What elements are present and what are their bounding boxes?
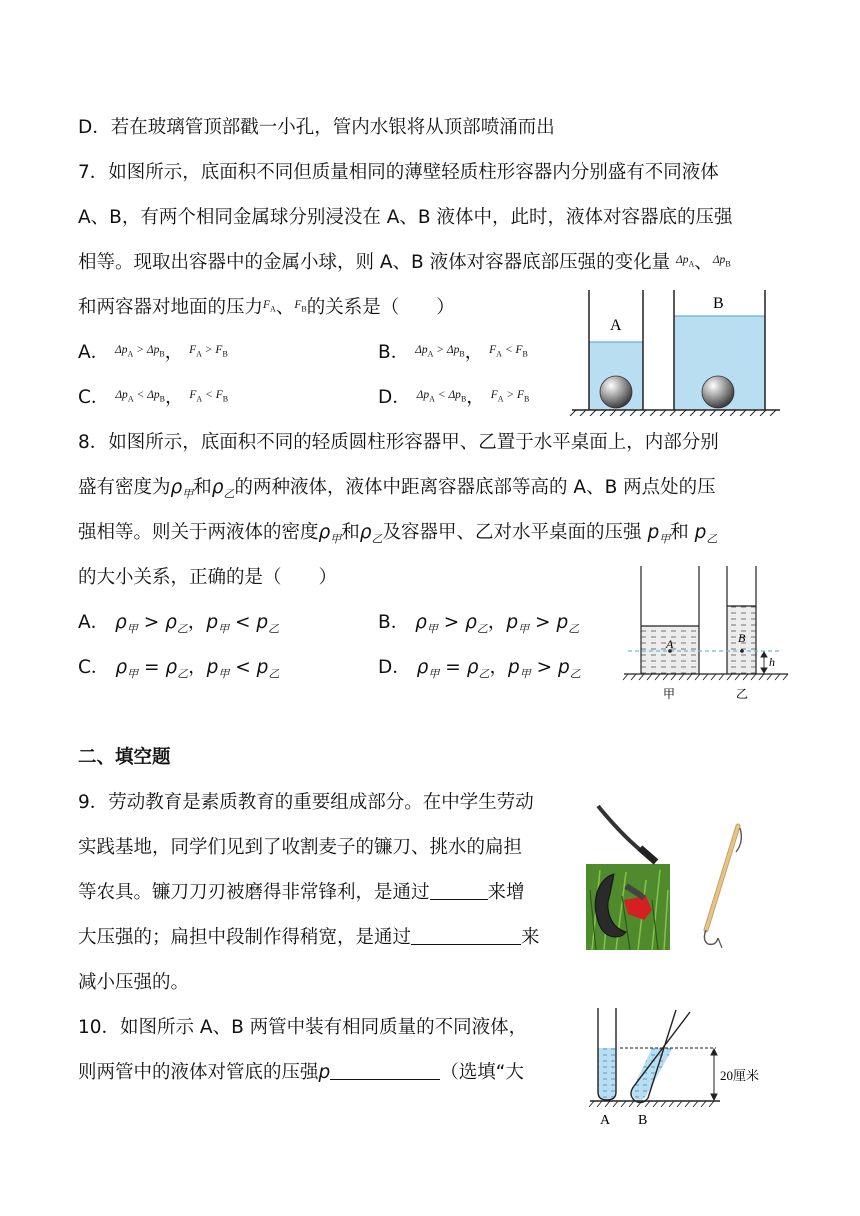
q8-text-1: 8．如图所示，底面积不同的轻质圆柱形容器甲、乙置于水平桌面上，内部分别 — [78, 432, 719, 453]
q7-option-d[interactable]: D． $^{\Delta p_A < \Delta p_B}$， $^{F_A > F_B}$ — [378, 387, 530, 408]
ball-a — [600, 376, 632, 408]
tube-b-label: B — [638, 1113, 648, 1128]
q8-option-a[interactable]: A． $\rho_甲 > \rho_乙$，$p_甲 < p_乙$ — [78, 612, 280, 636]
q8-text-3: 强相等。则关于两液体的密度$\rho_甲$和$\rho_乙$及容器甲、乙对水平桌面的压强 $p_甲$和 $p_乙$ — [78, 522, 718, 546]
q10-text-2: 则两管中的液体对管底的压强p （选填“大 — [78, 1058, 524, 1088]
q9-text-2: 实践基地，同学们见到了收割麦子的镰刀、挑水的扁担 — [78, 837, 523, 858]
q7-text-1: 7．如图所示，底面积不同但质量相同的薄壁轻质柱形容器内分别盛有不同液体 — [78, 162, 719, 183]
q8-option-c[interactable]: C． $\rho_甲 = \rho_乙$，$p_甲 < p_乙$ — [78, 657, 280, 681]
blank-3[interactable] — [330, 1059, 440, 1080]
h-label: h — [769, 655, 775, 669]
label-b: B — [713, 295, 724, 312]
q7-text-3: 相等。现取出容器中的金属小球，则 A、B 液体对容器底部压强的变化量 $^{\Delta p_A}$、$^{\Delta p_B}$ — [78, 252, 731, 273]
q9-text-3: 等农具。镰刀刀刃被磨得非常锋利，是通过 来增 — [78, 878, 525, 908]
q8-option-d[interactable]: D． $\rho_甲 = \rho_乙$，$p_甲 > p_乙$ — [378, 657, 581, 681]
blank-1[interactable] — [430, 879, 488, 900]
q9-text-5: 减小压强的。 — [78, 972, 190, 993]
blank-2[interactable] — [411, 924, 521, 945]
prev-option-d: D．若在玻璃管顶部戳一小孔，管内水银将从顶部喷涌而出 — [78, 117, 555, 138]
q7-option-a[interactable]: A． $^{\Delta p_A > \Delta p_B}$， $^{F_A > F_B}$ — [78, 342, 228, 363]
q8-figure — [620, 562, 792, 702]
ball-b — [702, 376, 734, 408]
caption-jia: 甲 — [663, 687, 676, 701]
liquid-tube-b — [632, 1048, 673, 1101]
caption-yi: 乙 — [736, 687, 749, 701]
q10-text-1: 10．如图所示 A、B 两管中装有相同质量的不同液体， — [78, 1017, 528, 1038]
tube-a-label: A — [600, 1113, 611, 1128]
point-a-label: A — [666, 637, 674, 651]
q8-text-2: 盛有密度为$\rho_甲$和$\rho_乙$的两种液体，液体中距离容器底部等高的 A、B 两点处的压 — [78, 477, 716, 501]
q7-text-4: 和两容器对地面的压力$^{F_A}$、$^{F_B}$的关系是（ ） — [78, 297, 455, 318]
height-label: 20厘米 — [720, 1068, 760, 1083]
q8-text-4: 的大小关系，正确的是（ ） — [78, 567, 338, 588]
q9-text-4: 大压强的；扁担中段制作得稍宽，是通过 来 — [78, 923, 540, 953]
q7-figure — [568, 286, 784, 416]
q7-option-c[interactable]: C． $^{\Delta p_A < \Delta p_B}$， $^{F_A < F_B}$ — [78, 387, 229, 408]
liquid-tube-a — [598, 1048, 616, 1100]
dpA-symbol: ΔpA — [676, 254, 695, 269]
FA-symbol: FA — [263, 299, 276, 314]
point-b-label: B — [738, 631, 746, 645]
shoulder-pole-icon — [696, 822, 746, 950]
q10-figure — [586, 1004, 796, 1128]
q9-text-1: 9．劳动教育是素质教育的重要组成部分。在中学生劳动 — [78, 792, 534, 813]
FB-symbol: FB — [294, 299, 307, 314]
dpB-symbol: ΔpB — [712, 254, 731, 269]
label-a: A — [610, 317, 622, 334]
q7-option-b[interactable]: B． $^{\Delta p_A > \Delta p_B}$， $^{F_A < F_B}$ — [378, 342, 528, 363]
section-heading: 二、填空题 — [78, 747, 171, 768]
q7-text-2: A、B，有两个相同金属球分别浸没在 A、B 液体中，此时，液体对容器底的压强 — [78, 207, 733, 228]
sickle-icon — [586, 800, 672, 950]
q8-option-b[interactable]: B． $\rho_甲 > \rho_乙$，$p_甲 > p_乙$ — [378, 612, 580, 636]
